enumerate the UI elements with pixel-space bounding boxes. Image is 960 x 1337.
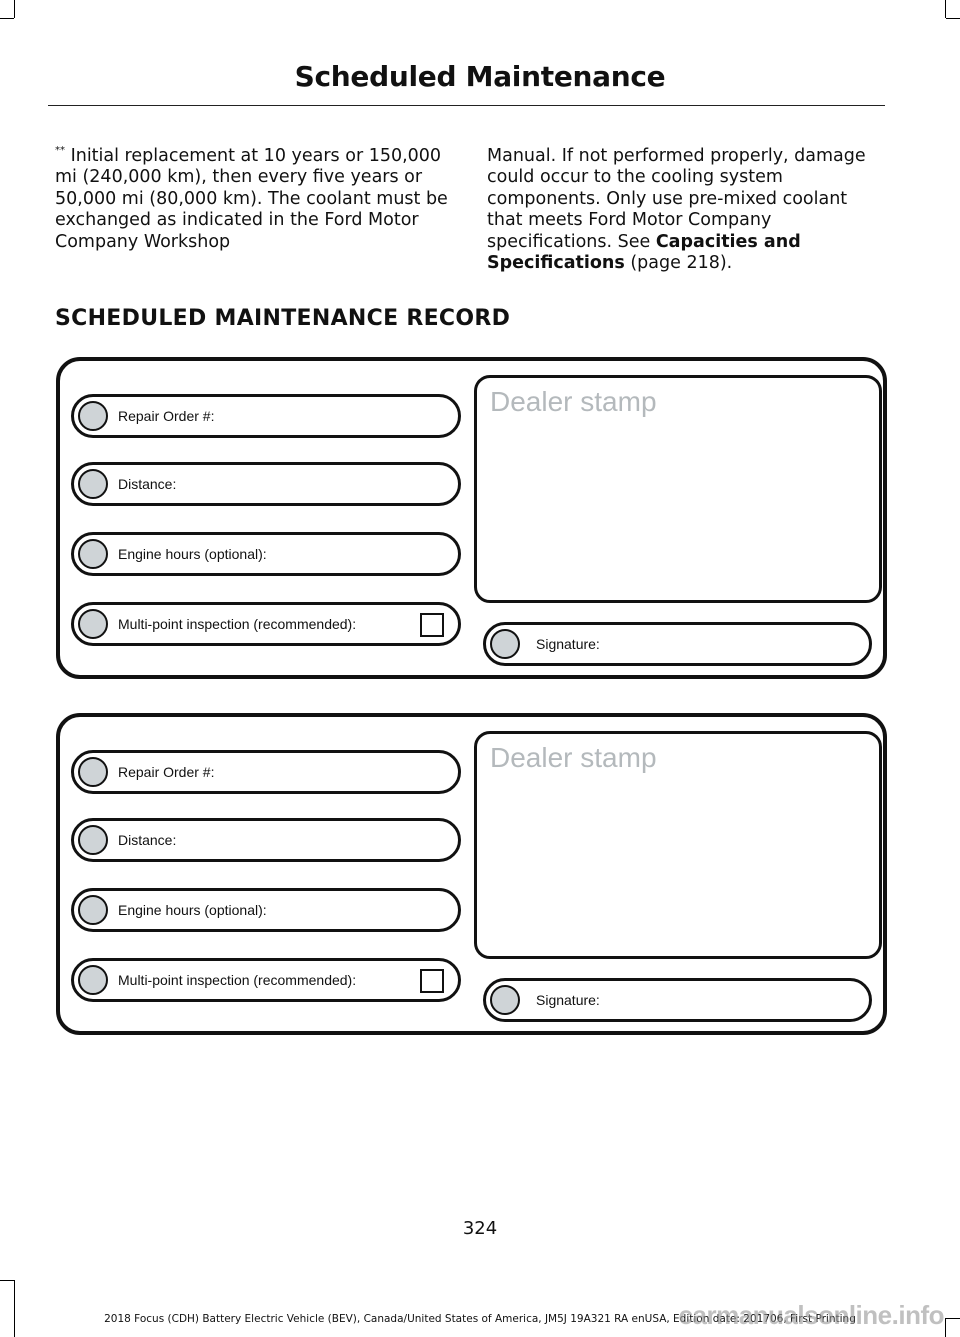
engine-hours-field[interactable] (71, 888, 461, 932)
inspection-label: Multi-point inspection (recommended): (118, 616, 357, 632)
dealer-stamp-label: Dealer stamp (490, 386, 657, 417)
field-circle-icon (78, 895, 108, 925)
crop-mark (0, 1280, 14, 1281)
body-text-right: Manual. If not performed properly, damage could occur to the cooling system components. Only use pre-mixed coolant that meets Ford Motor Company specifications. See (487, 146, 866, 252)
field-circle-icon (490, 985, 520, 1015)
field-circle-icon (78, 609, 108, 639)
page-title: Scheduled Maintenance (294, 60, 666, 93)
signature-field[interactable] (483, 978, 872, 1022)
distance-label: Distance: (118, 832, 177, 848)
field-circle-icon (78, 757, 108, 787)
field-circle-icon (78, 539, 108, 569)
body-column-right (487, 146, 885, 274)
signature-field[interactable] (483, 622, 872, 666)
crop-mark (945, 0, 946, 18)
dealer-stamp-box (474, 731, 882, 959)
repair-order-field[interactable] (71, 394, 461, 438)
maintenance-record-card (56, 357, 887, 679)
body-column-left (55, 146, 465, 253)
capacities-specifications-link[interactable]: Capacities and Specifications (487, 231, 801, 274)
field-circle-icon (78, 469, 108, 499)
engine-hours-label: Engine hours (optional): (118, 902, 267, 918)
crop-mark (14, 1280, 15, 1337)
header-rule (48, 105, 885, 106)
repair-order-label: Repair Order #: (118, 764, 215, 780)
body-paragraph-right (487, 146, 885, 274)
watermark: carmanualsonline.info (678, 1300, 944, 1330)
crop-mark (946, 18, 960, 19)
maintenance-record-card (56, 713, 887, 1035)
repair-order-field[interactable] (71, 750, 461, 794)
engine-hours-label: Engine hours (optional): (118, 546, 267, 562)
dealer-stamp-box (474, 375, 882, 603)
body-text-left: Initial replacement at 10 years or 150,000 mi (240,000 km), then every five years or 50,000 mi (80,000 km). The coolant must be exchanged as indicated in the Ford Motor Company Workshop (55, 146, 448, 252)
distance-field[interactable] (71, 818, 461, 862)
page-number: 324 (462, 1218, 498, 1239)
crop-mark (0, 18, 14, 19)
footer-edition-info: 2018 Focus (CDH) Battery Electric Vehicle (BEV), Canada/United States of America, JM5J 19A321 RA enUSA, Edition date: 201706, First Printing (104, 1313, 856, 1325)
dealer-stamp-label: Dealer stamp (490, 742, 657, 773)
footnote-marker: ** (55, 145, 65, 156)
field-circle-icon (490, 629, 520, 659)
inspection-checkbox[interactable] (420, 613, 444, 637)
crop-mark (14, 0, 15, 18)
page-reference: (page 218). (624, 253, 733, 274)
inspection-field (71, 958, 461, 1002)
section-heading: SCHEDULED MAINTENANCE RECORD (55, 306, 511, 331)
signature-label: Signature: (536, 992, 600, 1008)
field-circle-icon (78, 965, 108, 995)
inspection-checkbox[interactable] (420, 969, 444, 993)
inspection-label: Multi-point inspection (recommended): (118, 972, 357, 988)
distance-field[interactable] (71, 462, 461, 506)
distance-label: Distance: (118, 476, 177, 492)
body-paragraph-left (55, 146, 465, 253)
field-circle-icon (78, 401, 108, 431)
repair-order-label: Repair Order #: (118, 408, 215, 424)
signature-label: Signature: (536, 636, 600, 652)
inspection-field (71, 602, 461, 646)
field-circle-icon (78, 825, 108, 855)
engine-hours-field[interactable] (71, 532, 461, 576)
